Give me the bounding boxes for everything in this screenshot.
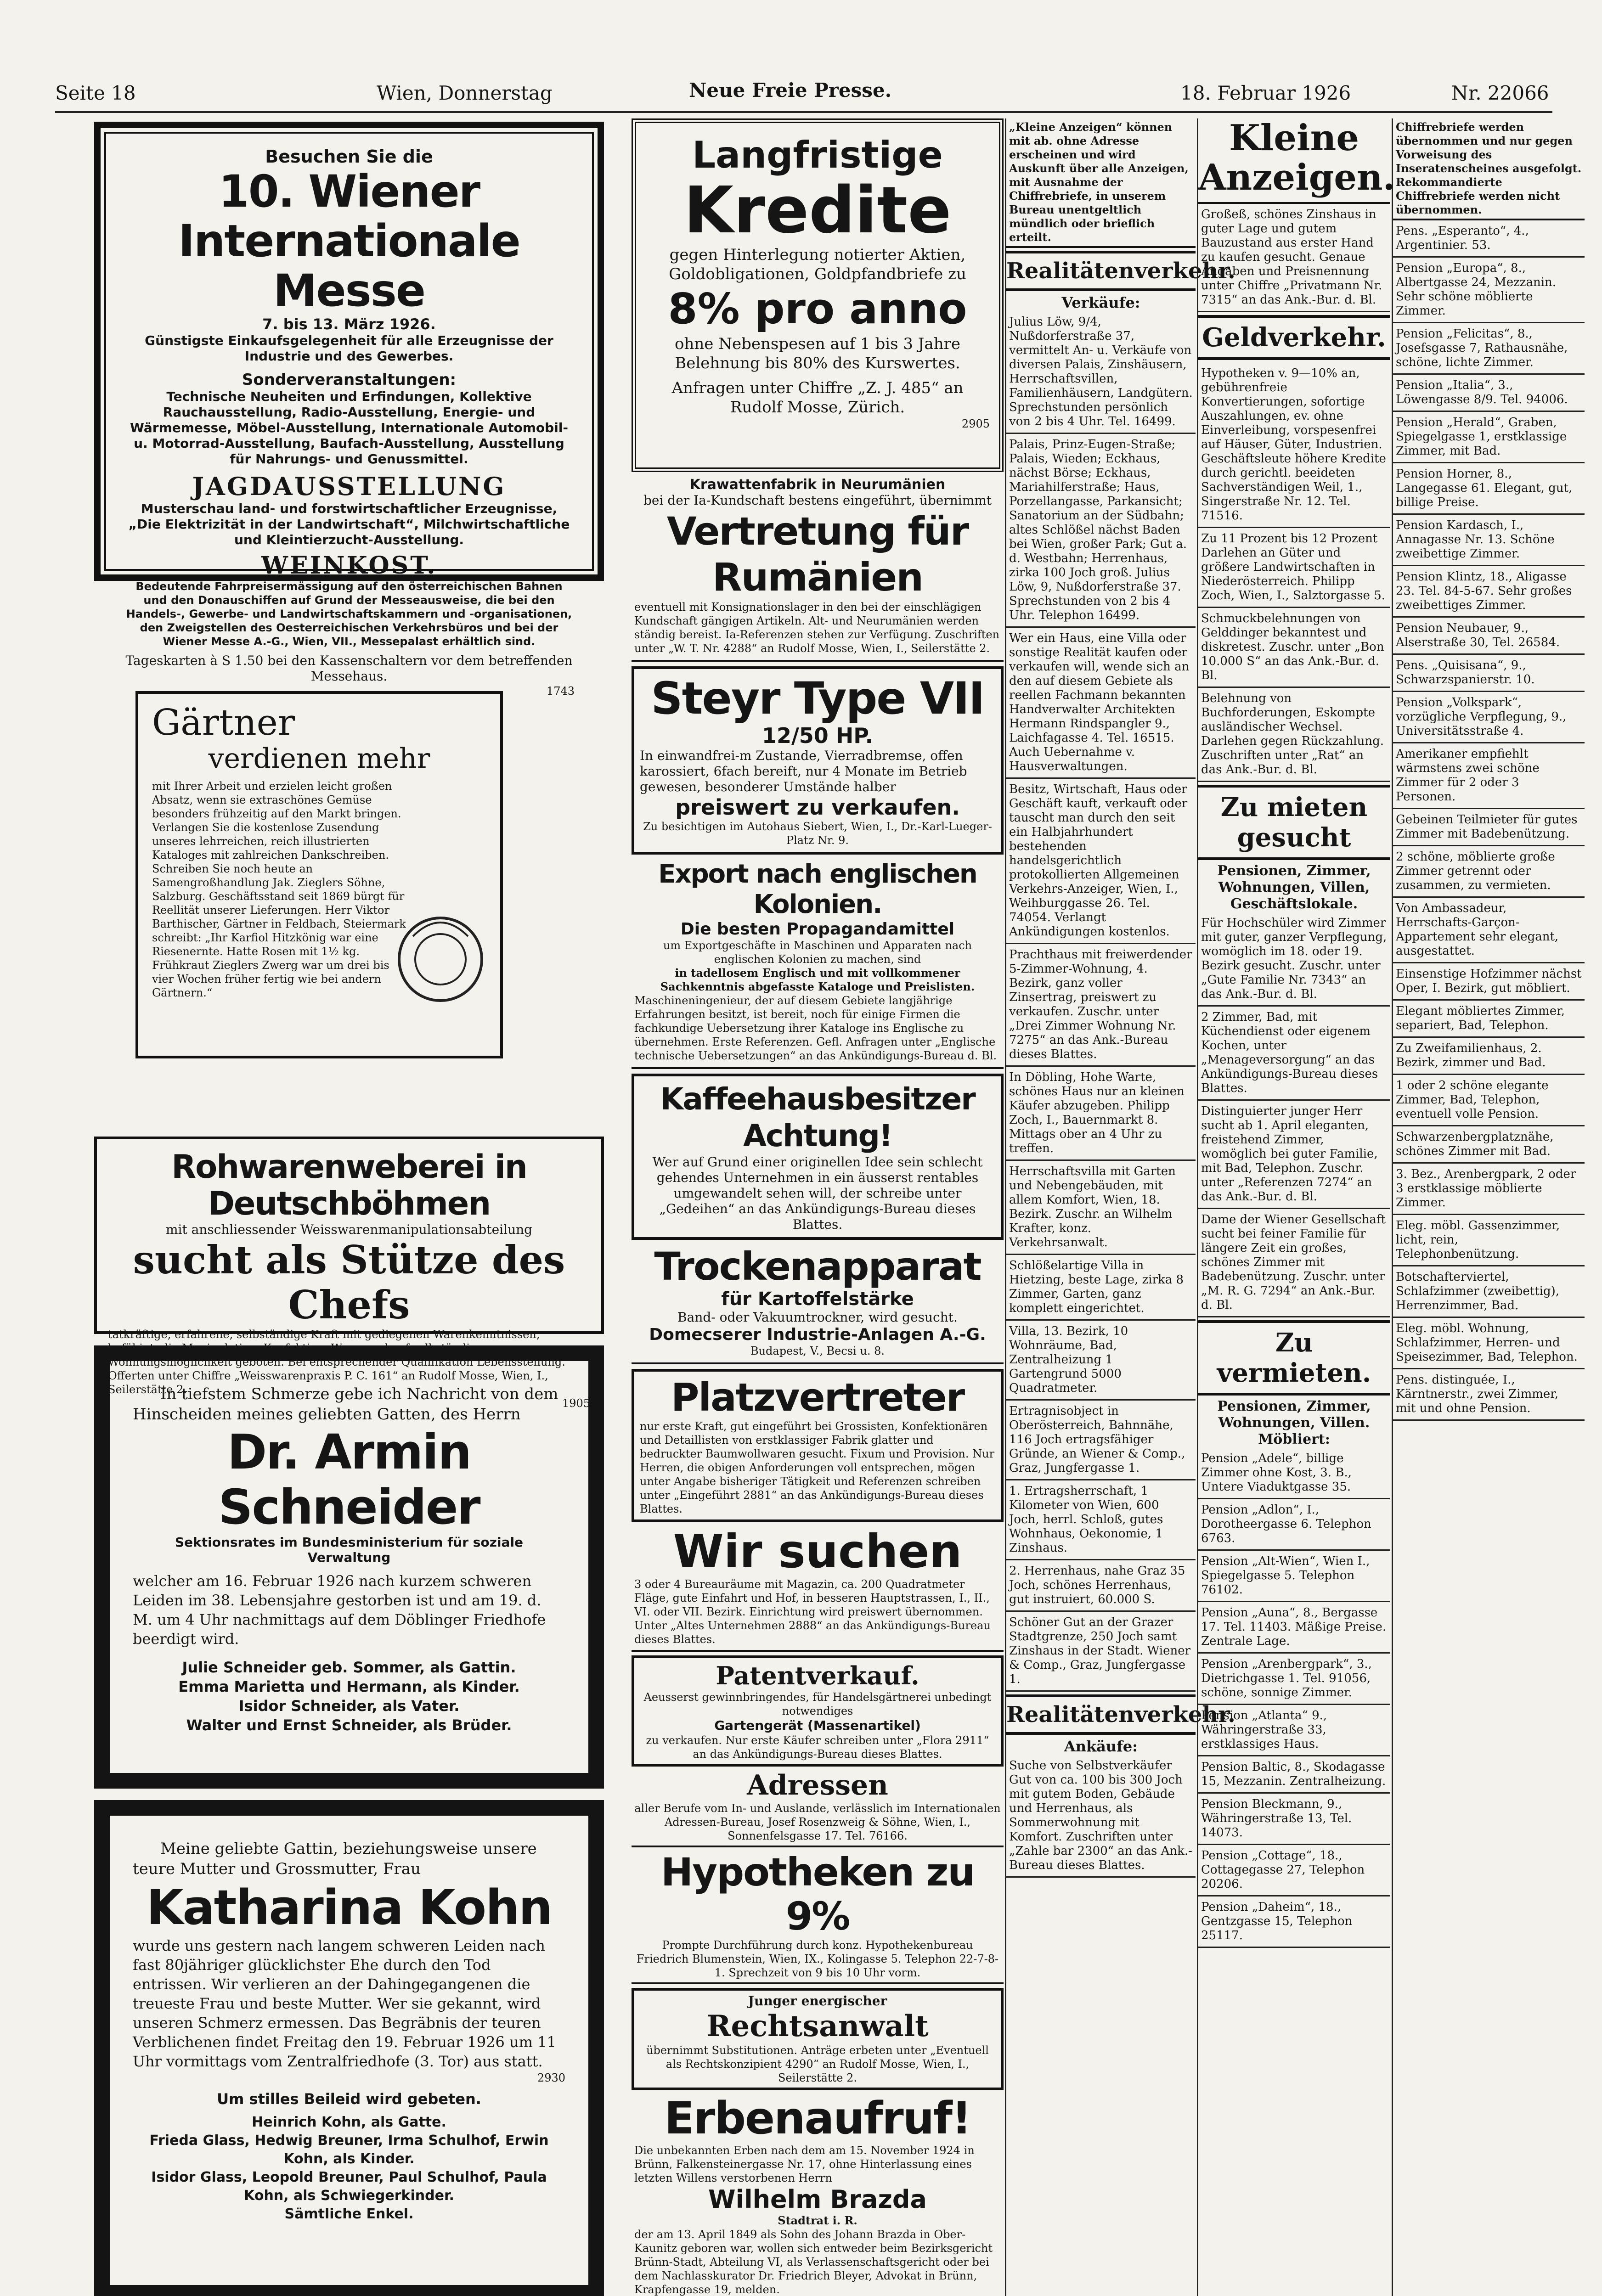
- patent-text: Aeusserst gewinnbringendes, für Handelsgärtnerei unbedingt notwendiges: [643, 1691, 992, 1717]
- list-item: Pens. „Esperanto“, 4., Argentinier. 53.: [1393, 220, 1585, 258]
- ad-export: [632, 855, 1004, 1069]
- list-item: Ertragnisobject in Oberösterreich, Bahnnähe, 116 Joch ertragsfähiger Gründe, an Wiener & Comp., Graz, Jungfergasse 1.: [1006, 1401, 1196, 1480]
- list-item: Julius Löw, 9/4, Nußdorferstraße 37, vermittelt An- u. Verkäufe von diversen Palais, Zinshäusern, Herrschaftsvillen, Familienhäusern, Landgütern. Sprechstunden persönlich von 2 bis 4 Uhr. Tel. 16499.: [1006, 311, 1196, 434]
- messe-jagd: JAGDAUSSTELLUNG: [192, 472, 506, 501]
- list-item: Distinguierter junger Herr sucht ab 1. April eleganten, freistehend Zimmer, womöglich bei guter Familie, mit Bad, Telephon. Zuschr. unter „Referenzen 7274“ an das Ank.-Bur. d. Bl.: [1198, 1101, 1390, 1209]
- list-item: Zu Zweifamilienhaus, 2. Bezirk, zimmer und Bad.: [1393, 1038, 1585, 1075]
- trocken-sub: für Kartoffelstärke: [721, 1289, 914, 1310]
- wirsuchen-text: 3 oder 4 Bureauräume mit Magazin, ca. 200 Quadratmeter Fläge, gute Einfahrt und Hof, in besseren Hauptstrassen, I., II., VI. oder VII. Bezirk. Einrichtung wird preiswert übernommen. Unter „Altes Unternehmen 2888“ an das Ankündigungs-Bureau dieses Blattes.: [634, 1578, 991, 1646]
- list-item: Elegant möbliertes Zimmer, separiert, Bad, Telephon.: [1393, 1001, 1585, 1038]
- header-date: 18. Februar 1926: [1180, 82, 1351, 104]
- rohwaren-title: Rohwarenweberei in Deutschböhmen: [171, 1148, 527, 1222]
- messe-events: Technische Neuheiten und Erfindungen, Kollektive Rauchausstellung, Radio-Ausstellung, Energie- und Wärmemesse, Möbel-Ausstellung, Internationale Automobil- u. Motorrad-Ausstellung, Baufach-Ausstellung, Ausstellung für Nahrungs- und Genussmittel.: [130, 389, 569, 467]
- list-item: Pension „Arenbergpark“, 3., Dietrichgasse 1. Tel. 91056, schöne, sonnige Zimmer.: [1198, 1654, 1390, 1705]
- ad-adressen: [632, 1767, 1004, 1847]
- list-item: Pension Bleckmann, 9., Währingerstraße 13, Tel. 14073.: [1198, 1794, 1390, 1845]
- hypo-text: Prompte Durchführung durch konz. Hypothekenbureau Friedrich Blumenstein, Wien, IX., Kolingasse 5. Telephon 22-7-8-1. Sprechzeit von 9 bis 10 Uhr vorm.: [636, 1939, 999, 1979]
- trocken-text: Band- oder Vakuumtrockner, wird gesucht.: [677, 1310, 958, 1325]
- masthead-title: Neue Freie Presse.: [689, 79, 892, 101]
- erben-text: Die unbekannten Erben nach dem am 15. November 1924 in Brünn, Falkensteinergasse Nr. 17, ohne Hinterlassung eines letzten Willens verstorbenen Herrn: [634, 2144, 975, 2184]
- schneider-intro: In tiefstem Schmerze gebe ich Nachricht von dem Hinscheiden meines geliebten Gatten, des Herrn: [133, 1385, 558, 1424]
- list-item: Einsenstige Hofzimmer nächst Oper, I. Bezirk, gut möbliert.: [1393, 963, 1585, 1001]
- list-item: Pension „Adlon“, I., Dorotheergasse 6. Telephon 6763.: [1198, 1499, 1390, 1551]
- gaertner-text: mit Ihrer Arbeit und erzielen leicht großen Absatz, wenn sie extraschönes Gemüse besonders frühzeitig auf den Markt bringen. Verlangen Sie die kostenlose Zusendung unseres lehrreichen, reich illustrierten Kataloges mit zahlreichen Dankschreiben. Schreiben Sie noch heute an Samengroßhandlung Jak. Zieglers Söhne, Salzburg. Geschäftsstand seit 1869 bürgt für Reellität unserer Lieferungen. Herr Viktor Barthischer, Gärtner in Feldbach, Steiermark schreibt: „Ihr Karfiol Hitzkönig war eine Riesenernte. Hatte Rosen mit 1½ kg. Frühkraut Zieglers Zwerg war um drei bis vier Wochen früher fertig wie bei andern Gärtnern.“: [152, 780, 406, 999]
- wirsuchen-big: Wir suchen: [673, 1525, 962, 1578]
- platz-text: nur erste Kraft, gut eingeführt bei Grossisten, Konfektionären und Detaillisten von erstklassiger Fabrik glatter und bedruckter Baumwollwaren gesucht. Fixum und Provision. Nur Herren, die obigen Anforderungen voll entsprechen, mögen unter Angabe bisheriger Tätigkeit und Referenzen schreiben unter „Eingeführt 2881“ an das Ankündigungs-Bureau dieses Blattes.: [640, 1420, 995, 1515]
- list-item: 3. Bez., Arenbergpark, 2 oder 3 erstklassige möblierte Zimmer.: [1393, 1164, 1585, 1215]
- header-place: Wien, Donnerstag: [377, 82, 553, 104]
- death-notice-schneider: [94, 1345, 604, 1789]
- list-item: Prachthaus mit freiwerdender 5-Zimmer-Wohnung, 4. Bezirk, ganz voller Zinsertrag, preiswert zu verkaufen. Zuschr. unter „Drei Zimmer Wohnung Nr. 7275“ an das Ank.-Bureau dieses Blattes.: [1006, 944, 1196, 1067]
- list-item: Palais, Prinz-Eugen-Straße; Palais, Wieden; Eckhaus, nächst Börse; Eckhaus, Mariahilferstraße; Haus, Porzellangasse, Parkansicht; Sanatorium an der Südbahn; altes Schlößel nächst Baden bei Wien, großer Park; Gut a. d. Westbahn; Herrenhaus, zirka 100 Joch groß. Julius Löw, 9, Nußdorferstraße 37. Sprechstunden von 2 bis 4 Uhr. Telephon 16499.: [1006, 434, 1196, 628]
- list-item: Amerikaner empfiehlt wärmstens zwei schöne Zimmer für 2 oder 3 Personen.: [1393, 743, 1585, 809]
- column-2: [632, 118, 1004, 2296]
- issue-number: Nr. 22066: [1451, 82, 1549, 104]
- ad-kaffeehaus: [632, 1074, 1004, 1240]
- kohn-signer: Isidor Glass, Leopold Breuner, Paul Schulhof, Paula Kohn, als Schwiegerkinder.: [151, 2169, 547, 2204]
- erben-rank: Stadtrat i. R.: [778, 2214, 857, 2227]
- zu-vermieten-heading: Zu vermieten.: [1198, 1320, 1390, 1396]
- kredite-t1: gegen Hinterlegung notierter Aktien, Goldobligationen, Goldpfandbriefe zu: [669, 246, 966, 283]
- schneider-name: Dr. Armin Schneider: [218, 1424, 480, 1535]
- page-header: [55, 79, 1552, 113]
- erben-big: Erbenaufruf!: [664, 2093, 971, 2144]
- kohn-beileid: Um stilles Beileid wird gebeten.: [217, 2090, 481, 2108]
- rechts-text: übernimmt Substitutionen. Anträge erbeten unter „Eventuell als Rechtskonzipient 4290“ an Rudolf Mosse, Wien, I., Seilerstätte 2.: [646, 2044, 989, 2084]
- schneider-signer: Emma Marietta und Hermann, als Kinder.: [178, 1678, 520, 1695]
- list-item: In Döbling, Hohe Warte, schönes Haus nur an kleinen Käufer abzugeben. Philipp Zoch, I., Bauernmarkt 8. Mittags ober an 4 Uhr zu treffen.: [1006, 1067, 1196, 1161]
- ad-rumaenien: [632, 472, 1004, 662]
- list-item: 2 schöne, möblierte große Zimmer getrennt oder zusammen, zu vermieten.: [1393, 846, 1585, 898]
- trocken-firm: Domecserer Industrie-Anlagen A.-G.: [649, 1325, 986, 1344]
- steyr-hp: 12/50 HP.: [762, 723, 874, 748]
- kleine-anzeigen-title: Kleine Anzeigen.: [1198, 118, 1390, 204]
- list-item: Pension „Italia“, 3., Löwengasse 8/9. Tel. 94006.: [1393, 375, 1585, 412]
- list-item: Botschafterviertel, Schlafzimmer (zweibettig), Herrenzimmer, Bad.: [1393, 1266, 1585, 1318]
- realitaeten-heading-2: Realitätenverkehr.: [1006, 1694, 1196, 1735]
- trocken-big: Trockenapparat: [654, 1244, 981, 1289]
- messe-tickets: Tageskarten à S 1.50 bei den Kassenschaltern vor dem betreffenden Messehaus.: [125, 653, 573, 684]
- kaffee-big: Kaffeehausbesitzer Achtung!: [660, 1081, 975, 1154]
- column-3: [1005, 118, 1235, 2296]
- steyr-text2: Zu besichtigen im Autohaus Siebert, Wien, I., Dr.-Karl-Lueger-Platz Nr. 9.: [643, 820, 992, 847]
- ad-wiener-messe: [94, 122, 604, 698]
- platz-big: Platzvertreter: [671, 1375, 965, 1420]
- kohn-signer: Heinrich Kohn, als Gatte.: [252, 2114, 446, 2130]
- rumaenien-big: Vertretung für Rumänien: [666, 509, 969, 600]
- list-item: Schmuckbelehnungen von Gelddinger bekanntest und diskretest. Zuschr. unter „Bon 10.000 S“ an das Ank.-Bur. d. Bl.: [1198, 608, 1390, 688]
- list-item: Dame der Wiener Gesellschaft sucht bei feiner Familie für längere Zeit ein großes, schönes Zimmer mit Badebenützung. Zuschr. unter „M. R. G. 7294“ an Ank.-Bur. d. Bl.: [1198, 1209, 1390, 1317]
- ad-wir-suchen: [632, 1522, 1004, 1652]
- column-4: [1197, 117, 1395, 2296]
- kaffee-text: Wer auf Grund einer originellen Idee sein schlecht gehendes Unternehmen in ein äusserst rentables umgewandelt sehen will, der schreibe unter „Gedeihen“ an das Ankündigungs-Bureau dieses Blattes.: [652, 1154, 983, 1232]
- page-number: Seite 18: [55, 82, 136, 104]
- erben-text2: der am 13. April 1849 als Sohn des Johann Brazda in Ober-Kaunitz geboren war, wollen sich entweder beim Bezirksgericht Brünn-Stadt, Abteilung VI, als Verlassenschaftsgericht oder bei dem Nachlasskurator Dr. Friedrich Bleyer, Advokat in Brünn, Krapfengasse 19, melden.: [634, 2228, 993, 2296]
- ad-platzvertreter: [632, 1369, 1004, 1522]
- schneider-signer: Isidor Schneider, als Vater.: [238, 1697, 460, 1715]
- export-text2: Maschineningenieur, der auf diesem Gebiete langjährige Erfahrungen besitzt, ist bereit, noch für einige Firmen die fachkundige Uebersetzung ihrer Kataloge ins Englische zu übernehmen. Erste Referenzen. Gefl. Anfragen unter „Englische technische Uebersetzungen“ an das Ankündigungs-Bureau d. Bl.: [634, 994, 997, 1062]
- messe-dates: 7. bis 13. März 1926.: [262, 315, 436, 333]
- messe-wein-text: Bedeutende Fahrpreisermässigung auf den österreichischen Bahnen und den Donauschiffen auf Grund der Messeausweise, die bei den Handels-, Gewerbe- und Landwirtschaftskammern und -organisationen, den Zweigstellen des Oesterreichischen Verkehrsbüros und bei der Wiener Messe A.-G., Wien, VII., Messepalast erhältlich sind.: [126, 580, 572, 648]
- list-item: Suche von Selbstverkäufer Gut von ca. 100 bis 300 Joch mit gutem Boden, Gebäude und Herrenhaus, als Sommerwohnung mit Komfort. Zuschriften unter „Zahle bar 2300“ an das Ank.-Bureau dieses Blattes.: [1006, 1755, 1196, 1878]
- zu-mieten-sub: Pensionen, Zimmer, Wohnungen, Villen, Geschäftslokale.: [1217, 863, 1371, 912]
- schneider-text: welcher am 16. Februar 1926 nach kurzem schweren Leiden im 38. Lebensjahre gestorben ist und am 19. d. M. um 4 Uhr nachmittags auf dem Döblinger Friedhofe beerdigt wird.: [133, 1572, 546, 1648]
- rohwaren-sub: mit anschliessender Weisswarenmanipulationsabteilung: [165, 1222, 533, 1237]
- kohn-text: wurde uns gestern nach langem schweren Leiden nach fast 80jähriger glücklichster Ehe durch den Tod entrissen. Wir verlieren an der Dahingegangenen die treueste Frau und beste Mutter. Wer sie gekannt, wird unseren Schmerz ermessen. Das Begräbnis der teuren Verblichenen findet Freitag den 19. Februar 1926 um 11 Uhr vormittags vom Zentralfriedhofe (3. Tor) aus statt.: [133, 1937, 556, 2070]
- list-item: Pension „Daheim“, 18., Gentzgasse 15, Telephon 25117.: [1198, 1896, 1390, 1948]
- verkaeufe-heading: Verkäufe:: [1061, 294, 1140, 311]
- zu-vermieten-sub: Pensionen, Zimmer, Wohnungen, Villen. Möbliert:: [1217, 1398, 1371, 1447]
- messe-wein: WEINKOST.: [261, 551, 437, 580]
- rohwaren-big: sucht als Stütze des Chefs: [133, 1237, 565, 1328]
- list-item: Herrschaftsvilla mit Garten und Nebengebäuden, mit allem Komfort, Wien, 18. Bezirk. Zuschr. an Wilhelm Krafter, konz. Verkehrsanwalt.: [1006, 1161, 1196, 1255]
- kredite-l2: Kredite: [683, 173, 952, 248]
- export-sub: Die besten Propagandamittel: [680, 920, 955, 939]
- hypo-big: Hypotheken zu 9%: [660, 1850, 975, 1939]
- kohn-intro: Meine geliebte Gattin, beziehungsweise unsere teure Mutter und Grossmutter, Frau: [133, 1840, 537, 1878]
- list-item: 1. Ertragsherrschaft, 1 Kilometer von Wien, 600 Joch, herrl. Schloß, gutes Wohnhaus, Oekonomie, 1 Zinshaus.: [1006, 1480, 1196, 1560]
- list-item: Pension Kardasch, I., Annagasse Nr. 13. Schöne zweibettige Zimmer.: [1393, 515, 1585, 566]
- kredite-l1: Langfristige: [692, 134, 943, 176]
- list-item: Schöner Gut an der Grazer Stadtgrenze, 250 Joch samt Zinshaus in der Stadt. Wiener & Comp., Graz, Jungfergasse 1.: [1006, 1612, 1196, 1692]
- kredite-t2: ohne Nebenspesen auf 1 bis 3 Jahre Belehnung bis 80% des Kurswertes.: [675, 335, 960, 372]
- rohwaren-text: tatkräftige, erfahrene, selbständige Kraft mit gediegenen Warenkenntnissen, befähigt, die Manipulation, Konfektion, Warenverkauf selbständig zu versorgen. Wohnungsmöglichkeit geboten. Bei entsprechender Qualifikation Lebensstellung. Offerten unter Chiffre „Weisswarenpraxis P. C. 161“ an Rudolf Mosse, Wien, I., Seilerstätte 2.: [108, 1328, 565, 1396]
- ad-erbenaufruf: [632, 2090, 1004, 2296]
- rumaenien-top: Krawattenfabrik in Neurumänien: [689, 477, 946, 493]
- messe-line1: Besuchen Sie die: [265, 146, 433, 167]
- messe-events-head: Sonderveranstaltungen:: [242, 371, 457, 389]
- patent-item: Gartengerät (Massenartikel): [714, 1718, 921, 1733]
- list-item: Pension „Europa“, 8., Albertgasse 24, Mezzanin. Sehr schöne möblierte Zimmer.: [1393, 258, 1585, 323]
- kredite-rate: 8% pro anno: [668, 284, 967, 333]
- list-item: 2. Herrenhaus, nahe Graz 35 Joch, schönes Herrenhaus, gut instruiert, 60.000 S.: [1006, 1560, 1196, 1612]
- export-text: um Exportgeschäfte in Maschinen und Apparaten nach englischen Kolonien zu machen, sind: [663, 939, 972, 966]
- list-item: Pension „Felicitas“, 8., Josefsgasse 7, Rathausnähe, schöne, lichte Zimmer.: [1393, 323, 1585, 375]
- adressen-text: aller Berufe vom In- und Auslande, verlässlich im Internationalen Adressen-Bureau, Josef Rosenzweig & Söhne, Wien, I., Sonnenfelsgasse 17. Tel. 76166.: [634, 1802, 1001, 1842]
- trocken-addr: Budapest, V., Becsi u. 8.: [750, 1345, 885, 1357]
- kredite-t3: Anfragen unter Chiffre „Z. J. 485“ an Rudolf Mosse, Zürich.: [671, 379, 964, 416]
- zu-mieten-heading: Zu mieten gesucht: [1198, 785, 1390, 860]
- list-item: Von Ambassadeur, Herrschafts-Garçon-Appartement sehr elegant, ausgestattet.: [1393, 898, 1585, 963]
- list-item: Pens. „Quisisana“, 9., Schwarzspanierstr. 10.: [1393, 655, 1585, 692]
- erben-name: Wilhelm Brazda: [708, 2185, 927, 2214]
- list-item: Pension „Atlanta“ 9., Währingerstraße 33, erstklassiges Haus.: [1198, 1705, 1390, 1756]
- patent-text2: zu verkaufen. Nur erste Käufer schreiben unter „Flora 2911“ an das Ankündigungs-Bureau dieses Blattes.: [646, 1734, 989, 1761]
- realitaeten-heading: Realitätenverkehr.: [1006, 251, 1196, 291]
- rechts-big: Rechtsanwalt: [706, 2009, 929, 2043]
- column-5: [1392, 118, 1585, 2296]
- list-item: Eleg. möbl. Gassenzimmer, licht, rein, Telephonbenützung.: [1393, 1215, 1585, 1266]
- list-item: Pension „Herald“, Graben, Spiegelgasse 1, erstklassige Zimmer, mit Bad.: [1393, 412, 1585, 463]
- list-item: Eleg. möbl. Wohnung, Schlafzimmer, Herren- und Speisezimmer, Bad, Telephon.: [1393, 1318, 1585, 1369]
- chiffre-note: Chiffrebriefe werden übernommen und nur gegen Vorweisung des Inseratenscheines ausgefolgt. Rekommandierte Chiffrebriefe werden nicht übernommen.: [1393, 118, 1585, 220]
- kohn-name: Katharina Kohn: [146, 1880, 552, 1936]
- gaertner-subtitle: verdienen mehr: [208, 743, 430, 775]
- ad-trockenapparat: [632, 1240, 1004, 1364]
- adressen-big: Adressen: [747, 1769, 888, 1801]
- messe-code: 1743: [546, 685, 575, 698]
- list-item: Besitz, Wirtschaft, Haus oder Geschäft kauft, verkauft oder tauscht man durch den seit ein Halbjahrhundert bestehenden handelsgerichtlich protokollierten Allgemeinen Verkehrs-Anzeiger, Wien, I., Weihburggasse 26. Tel. 74054. Verlangt Ankündigungen kostenlos.: [1006, 779, 1196, 944]
- kohn-signer: Sämtliche Enkel.: [284, 2206, 414, 2222]
- list-item: Gebeinen Teilmieter für gutes Zimmer mit Badebenützung.: [1393, 809, 1585, 846]
- list-item: Pension „Auna“, 8., Bergasse 17. Tel. 11403. Mäßige Preise. Zentrale Lage.: [1198, 1602, 1390, 1654]
- kleine-anzeigen-note: „Kleine Anzeigen“ können mit ab. ohne Adresse erscheinen und wird Auskunft über alle Anzeigen, mit Ausnahme der Chiffrebriefe, in unserem Bureau unentgeltlich mündlich oder brieflich erteilt.: [1006, 118, 1196, 248]
- cabbage-illustration-icon: [395, 867, 486, 1042]
- list-item: 2 Zimmer, Bad, mit Küchendienst oder eigenem Kochen, unter „Menageversorgung“ an das Ankündigungs-Bureau dieses Blattes.: [1198, 1007, 1390, 1101]
- export-bold: in tadellosem Englisch und mit vollkommener Sachkenntnis abgefasste Kataloge und Preislisten.: [660, 966, 975, 993]
- ad-gaertner: [135, 691, 503, 1058]
- list-item: Pension Baltic, 8., Skodagasse 15, Mezzanin. Zentralheizung.: [1198, 1756, 1390, 1794]
- list-item: Schwarzenbergplatznähe, schönes Zimmer mit Bad.: [1393, 1126, 1585, 1164]
- list-item: Zu 11 Prozent bis 12 Prozent Darlehen an Güter und größere Landwirtschaften in Niederösterreich. Philipp Zoch, Wien, I., Salztorgasse 5.: [1198, 528, 1390, 608]
- steyr-sell: preiswert zu verkaufen.: [675, 795, 960, 820]
- list-item: Pension „Cottage“, 18., Cottagegasse 27, Telephon 20206.: [1198, 1845, 1390, 1896]
- list-item: Pension Horner, 8., Langegasse 61. Elegant, gut, billige Preise.: [1393, 463, 1585, 515]
- list-item: Pension Neubauer, 9., Alserstraße 30, Tel. 26584.: [1393, 618, 1585, 655]
- list-item: Großeß, schönes Zinshaus in guter Lage und gutem Bauzustand aus erster Hand zu kaufen gesucht. Genaue Angaben und Preisnennung unter Chiffre „Privatmann Nr. 7315“ an das Ank.-Bur. d. Bl.: [1198, 204, 1390, 312]
- steyr-big: Steyr Type VII: [651, 673, 984, 724]
- messe-sub: Günstigste Einkaufsgelegenheit für alle Erzeugnisse der Industrie und des Gewerbes.: [145, 333, 553, 364]
- steyr-text: In einwandfrei-m Zustande, Vierradbremse, offen karossiert, 6fach bereift, nur 4 Monate im Betrieb gewesen, besonderer Umstände halber: [640, 748, 967, 794]
- rumaenien-text: eventuell mit Konsignationslager in den bei der einschlägigen Kundschaft gängigen Artikeln. Alt- und Neurumänien werden ständig bereist. Ia-Referenzen stehen zur Verfügung. Zuschriften unter „W. T. Nr. 4288“ an Rudolf Mosse, Wien, I., Seilerstätte 2.: [634, 601, 1000, 655]
- list-item: Für Hochschüler wird Zimmer mit guter, ganzer Verpflegung, womöglich im 18. oder 19. Bezirk gesucht. Zuschr. unter „Gute Familie Nr. 7343“ an das Ank.-Bur. d. Bl.: [1198, 912, 1390, 1007]
- list-item: Schlößelartige Villa in Hietzing, beste Lage, zirka 8 Zimmer, Garten, ganz komplett eingerichtet.: [1006, 1255, 1196, 1321]
- list-item: Pension „Alt-Wien“, Wien I., Spiegelgasse 5. Telephon 76102.: [1198, 1551, 1390, 1602]
- patent-big: Patentverkauf.: [716, 1661, 919, 1690]
- schneider-signer: Walter und Ernst Schneider, als Brüder.: [186, 1716, 512, 1734]
- death-notice-kohn: [94, 1800, 604, 2296]
- list-item: Belehnung von Buchforderungen, Eskompte ausländischer Wechsel. Darlehen gegen Rückzahlung. Zuschriften unter „Rat“ an das Ank.-Bur. d. Bl.: [1198, 688, 1390, 782]
- list-item: Villa, 13. Bezirk, 10 Wohnräume, Bad, Zentralheizung 1 Gartengrund 5000 Quadratmeter.: [1006, 1321, 1196, 1401]
- ad-rechtsanwalt: [632, 1988, 1004, 2090]
- list-item: 1 oder 2 schöne elegante Zimmer, Bad, Telephon, eventuell volle Pension.: [1393, 1075, 1585, 1126]
- ad-patentverkauf: [632, 1655, 1004, 1767]
- rohwaren-code: 1905: [562, 1397, 590, 1410]
- rechts-top: Junger energischer: [748, 1993, 887, 2009]
- gaertner-title: Gärtner: [152, 702, 295, 743]
- ad-kredite: [632, 118, 1004, 472]
- list-item: Pension „Volkspark“, vorzügliche Verpflegung, 9., Universitätsstraße 4.: [1393, 692, 1585, 743]
- kredite-code: 2905: [961, 417, 990, 430]
- ankaeufe-heading: Ankäufe:: [1064, 1738, 1138, 1755]
- schneider-signer: Julie Schneider geb. Sommer, als Gattin.: [182, 1659, 516, 1676]
- kohn-signer: Frieda Glass, Hedwig Breuner, Irma Schulhof, Erwin Kohn, als Kinder.: [149, 2133, 549, 2167]
- list-item: Pens. distinguée, I., Kärntnerstr., zwei Zimmer, mit und ohne Pension.: [1393, 1369, 1585, 1421]
- list-item: Pension Klintz, 18., Aligasse 23. Tel. 84-5-67. Sehr großes zweibettiges Zimmer.: [1393, 566, 1585, 618]
- list-item: Hypotheken v. 9—10% an, gebührenfreie Konvertierungen, sofortige Auszahlungen, ev. ohne Einverleibung, vorspesenfrei auf Häuser, Güter, Industrien. Geschäftsleute höhere Kredite durch gerichtl. beeideten Sachverständigen Weil, 1., Singerstraße Nr. 12. Tel. 71516.: [1198, 363, 1390, 528]
- rumaenien-sub: bei der Ia-Kundschaft bestens eingeführt, übernimmt: [643, 493, 992, 508]
- messe-title: 10. Wiener Internationale Messe: [178, 166, 520, 316]
- geldverkehr-heading: Geldverkehr.: [1198, 315, 1390, 360]
- export-big: Export nach englischen Kolonien.: [658, 859, 977, 919]
- list-item: Wer ein Haus, eine Villa oder sonstige Realität kaufen oder verkaufen will, wende sich an den auf diesem Gebiete als reellen Fachmann bekannten Handverwalter Architekten Hermann Rindspangler 9., Laichfagasse 4. Tel. 16515. Auch Uebernahme v. Hausverwaltungen.: [1006, 628, 1196, 779]
- schneider-rank: Sektionsrates im Bundesministerium für soziale Verwaltung: [175, 1535, 524, 1565]
- messe-jagd-text: Musterschau land- und forstwirtschaftlicher Erzeugnisse, „Die Elektrizität in der Landwirtschaft“, Milchwirtschaftliche und Kleintierzucht-Ausstellung.: [128, 501, 570, 547]
- ad-hypotheken: [632, 1847, 1004, 1984]
- list-item: Pension „Adele“, billige Zimmer ohne Kost, 3. B., Untere Viaduktgasse 35.: [1198, 1448, 1390, 1499]
- ad-steyr: [632, 666, 1004, 855]
- kohn-code: 2930: [537, 2071, 565, 2084]
